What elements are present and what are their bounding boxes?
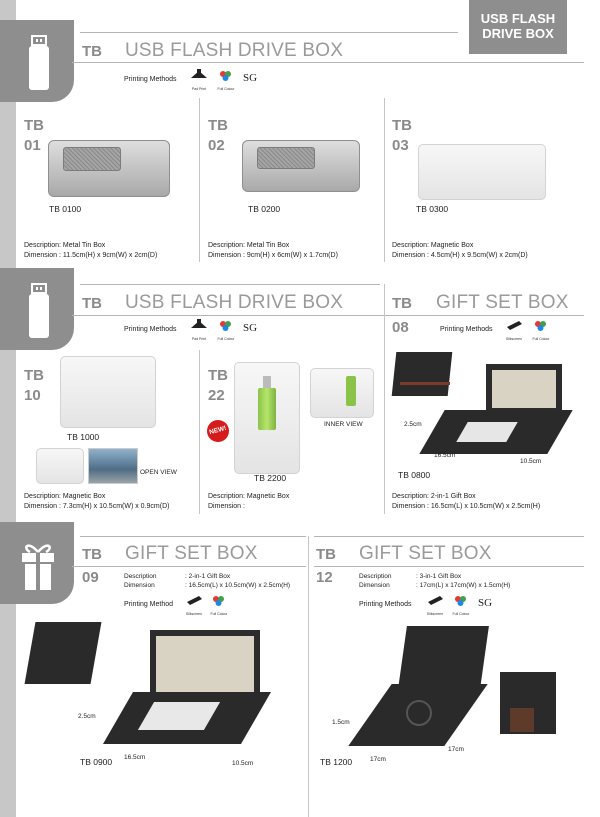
product-code-number: 22 [208,387,225,404]
silkscreen-method [424,593,446,615]
length-dimension: 16.5cm [124,754,146,761]
product-code-tb: TB [208,367,228,384]
height-dimension: 1.5cm [332,719,350,726]
pen-image [400,382,450,385]
gift-box-small-image [392,352,453,396]
product-code-number: 02 [208,137,225,154]
full-colour-icon [208,593,230,607]
column-divider [199,98,200,262]
full-colour-label: Full Colour [210,612,228,616]
new-badge: NEW! [205,418,232,445]
full-colour-label: Full Colour [452,612,470,616]
section-title: USB FLASH DRIVE BOX [125,292,344,313]
product-description: Description: Metal Tin Box [208,242,290,249]
product-dimension: Dimension : 16.5cm(L) x 10.5cm(W) x 2.5cm(H) [392,503,541,510]
gift-box-icon [0,522,74,604]
usb-drive-image [258,388,276,430]
usb-connector [263,376,271,388]
product-model: TB 0800 [398,470,431,480]
product-model: TB 0900 [80,757,113,767]
silkscreen-icon [183,593,205,607]
usb-tab-1 [0,20,74,102]
product-description: Description: Magnetic Box [208,493,290,500]
card-holder-image [510,708,534,732]
silkscreen-label: Silkscreen [426,612,444,616]
divider [80,536,306,537]
product-code-number: 08 [392,319,409,336]
full-colour-icon [450,593,472,607]
product-code-number: 12 [316,569,333,586]
open-view-label: OPEN VIEW [140,469,177,476]
silkscreen-label: Silkscreen [185,612,203,616]
spec-label: Dimension [359,582,390,589]
length-dimension: 16.5cm [434,452,456,459]
section-code: TB [82,295,102,312]
product-description: Description: Metal Tin Box [24,242,106,249]
product-dimension: Dimension : 7.3cm(H) x 10.5cm(W) x 0.9cm(D) [24,503,170,510]
product-code-tb: TB [392,117,412,134]
divider [72,566,306,567]
width-dimension: 10.5cm [232,760,254,767]
page-sidebar [0,0,16,817]
width-dimension: 17cm [448,746,464,753]
column-divider [199,350,200,514]
product-dimension: Dimension : 9cm(H) x 6cm(W) x 1.7cm(D) [208,252,338,259]
usb-drive-icon [0,268,74,350]
height-dimension: 2.5cm [78,713,96,720]
metal-tin-box-image [242,140,360,192]
magnetic-card-box-image [60,356,156,428]
section-code: TB [82,43,102,60]
spec-label: Dimension [124,582,155,589]
gift-box-lid-image [486,364,562,414]
section-title: GIFT SET BOX [125,543,258,564]
silkscreen-icon [424,593,446,607]
full-colour-label: Full Colour [217,87,235,91]
full-colour-method [530,318,552,340]
pad-print-method [188,68,210,90]
product-code-tb: TB [24,367,44,384]
product-code-number: 09 [82,569,99,586]
product-model: TB 1200 [320,757,353,767]
sg-label: SG [243,322,258,334]
gift-box-small-image [25,622,102,684]
full-colour-method [208,593,230,615]
product-model: TB 0200 [248,204,281,214]
product-description: Description: 2-in-1 Gift Box [392,493,476,500]
product-dimension: Dimension : [208,503,245,510]
length-dimension: 17cm [370,756,386,763]
pad-print-icon [188,318,210,332]
product-code-number: 03 [392,137,409,154]
height-dimension: 2.5cm [404,421,422,428]
printing-methods-label: Printing Methods [124,326,177,333]
open-box-left-image [36,448,84,484]
magnetic-box-image [418,144,546,200]
pad-print-method [188,318,210,340]
spec-value: : 3-in-1 Gift Box [416,573,462,580]
printing-methods-label: Printing Method [124,601,174,608]
full-colour-label: Full Colour [532,337,550,341]
category-corner-label [469,0,567,54]
product-code-tb: TB [208,117,228,134]
silkscreen-method [183,593,205,615]
pad-print-label: Pad Print [191,87,207,91]
spec-label: Description [124,573,157,580]
pad-print-icon [188,68,210,82]
sg-label: SG [243,72,258,84]
product-model: TB 0100 [49,204,82,214]
section-title: USB FLASH DRIVE BOX [125,40,344,61]
section-code: TB [316,546,336,563]
divider [80,284,380,285]
usb-drive-icon [0,20,74,102]
section-title: GIFT SET BOX [436,292,569,313]
column-divider [384,98,385,262]
divider [72,62,584,63]
spec-value: : 2-in-1 Gift Box [185,573,231,580]
open-box-right-image [88,448,138,484]
section-title: GIFT SET BOX [359,543,492,564]
spec-value: : 17cm(L) x 17cm(W) x 1.5cm(H) [416,582,511,589]
printing-methods-label: Printing Methods [440,326,493,333]
divider [314,566,584,567]
product-code-number: 10 [24,387,41,404]
product-code-tb: TB [24,117,44,134]
product-model: TB 1000 [67,432,100,442]
sg-label: SG [478,597,493,609]
full-colour-label: Full Colour [217,337,235,341]
silkscreen-method [503,318,525,340]
metal-tin-box-image [48,140,170,197]
spec-label: Description [359,573,392,580]
full-colour-icon [215,68,237,82]
gift-tab [0,522,74,604]
usb-tab-2 [0,268,74,350]
section-code: TB [392,295,412,312]
pad-print-label: Pad Print [191,337,207,341]
silkscreen-icon [503,318,525,332]
full-colour-icon [530,318,552,332]
divider [72,315,584,316]
divider [314,536,584,537]
divider [80,32,458,33]
corner-line-2: DRIVE BOX [482,26,554,41]
spec-value: : 16.5cm(L) x 10.5cm(W) x 2.5cm(H) [185,582,291,589]
column-divider [308,536,309,817]
printing-methods-label: Printing Methods [124,76,177,83]
product-model: TB 0300 [416,204,449,214]
product-code-number: 01 [24,137,41,154]
full-colour-method [215,318,237,340]
full-colour-icon [215,318,237,332]
usb-drive-image [346,376,356,406]
width-dimension: 10.5cm [520,458,542,465]
corner-line-1: USB FLASH [480,11,556,26]
column-divider [384,284,385,514]
section-code: TB [82,546,102,563]
printing-methods-label: Printing Methods [359,601,412,608]
inner-view-image [310,368,374,418]
product-description: Description: Magnetic Box [392,242,474,249]
keyring-slot [406,700,432,726]
product-model: TB 2200 [254,473,287,483]
full-colour-method [450,593,472,615]
silkscreen-label: Silkscreen [505,337,523,341]
product-dimension: Dimension : 11.5cm(H) x 9cm(W) x 2cm(D) [24,252,158,259]
product-dimension: Dimension : 4.5cm(H) x 9.5cm(W) x 2cm(D) [392,252,528,259]
full-colour-method [215,68,237,90]
product-description: Description: Magnetic Box [24,493,106,500]
inner-view-label: INNER VIEW [324,421,363,428]
